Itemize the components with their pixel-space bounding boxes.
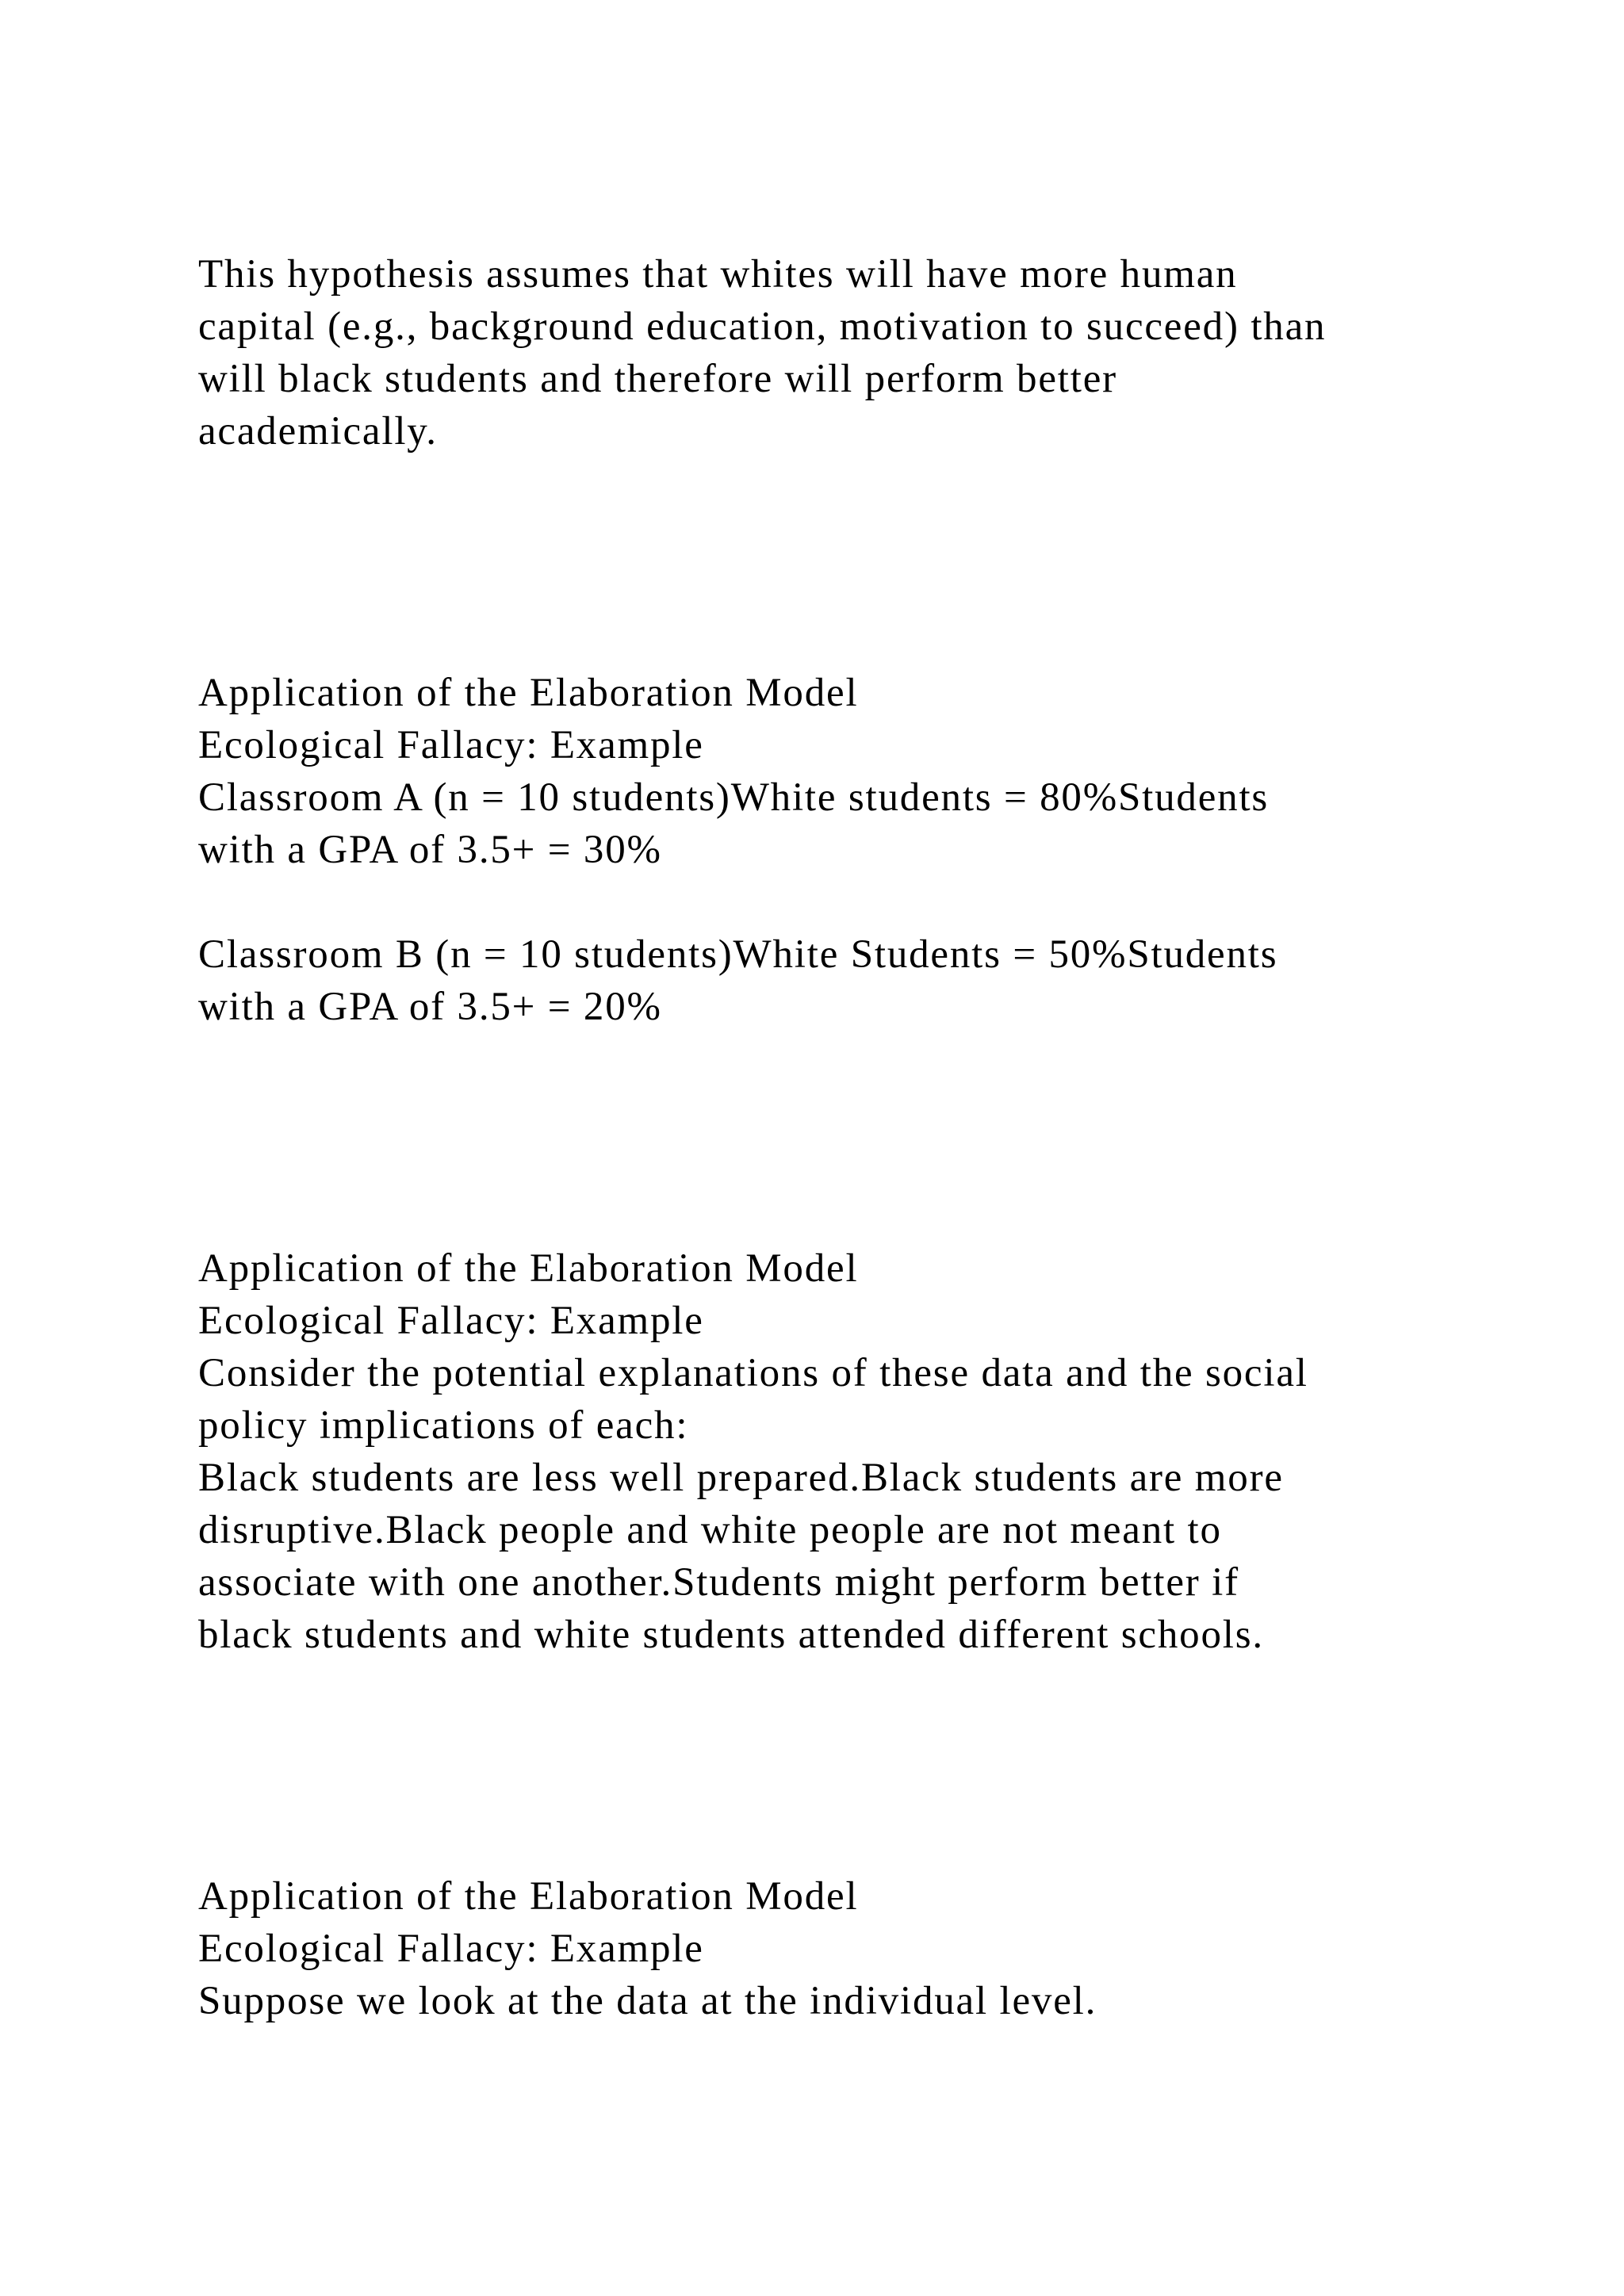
section2-line-1: Classroom A (n = 10 students)White students = 80%Students xyxy=(198,775,1270,820)
section2-line-2: with a GPA of 3.5+ = 30% xyxy=(198,828,662,872)
section3-line-2: policy implications of each: xyxy=(198,1403,689,1448)
section3-line-4: disruptive.Black people and white people are not meant to xyxy=(198,1508,1222,1552)
section1-line-3: will black students and therefore will perform better xyxy=(198,357,1117,401)
section4-title: Application of the Elaboration Model xyxy=(198,1874,859,1919)
section1-line-1: This hypothesis assumes that whites will have more human xyxy=(198,252,1238,297)
section1-line-4: academically. xyxy=(198,409,438,453)
section2-line-4: with a GPA of 3.5+ = 20% xyxy=(198,985,662,1029)
section3-line-3: Black students are less well prepared.Black students are more xyxy=(198,1456,1284,1500)
section3-line-1: Consider the potential explanations of these data and the social xyxy=(198,1351,1308,1395)
section2-line-3: Classroom B (n = 10 students)White Students = 50%Students xyxy=(198,932,1278,977)
section3-title: Application of the Elaboration Model xyxy=(198,1246,859,1291)
section4-line-1: Suppose we look at the data at the individual level. xyxy=(198,1979,1097,2023)
section3-line-5: associate with one another.Students might perform better if xyxy=(198,1560,1239,1605)
section2-subtitle: Ecological Fallacy: Example xyxy=(198,723,704,767)
section3-line-6: black students and white students attended different schools. xyxy=(198,1613,1264,1657)
section4-subtitle: Ecological Fallacy: Example xyxy=(198,1927,704,1971)
section2-title: Application of the Elaboration Model xyxy=(198,671,859,715)
section1-line-2: capital (e.g., background education, motivation to succeed) than xyxy=(198,304,1327,349)
section3-subtitle: Ecological Fallacy: Example xyxy=(198,1299,704,1343)
